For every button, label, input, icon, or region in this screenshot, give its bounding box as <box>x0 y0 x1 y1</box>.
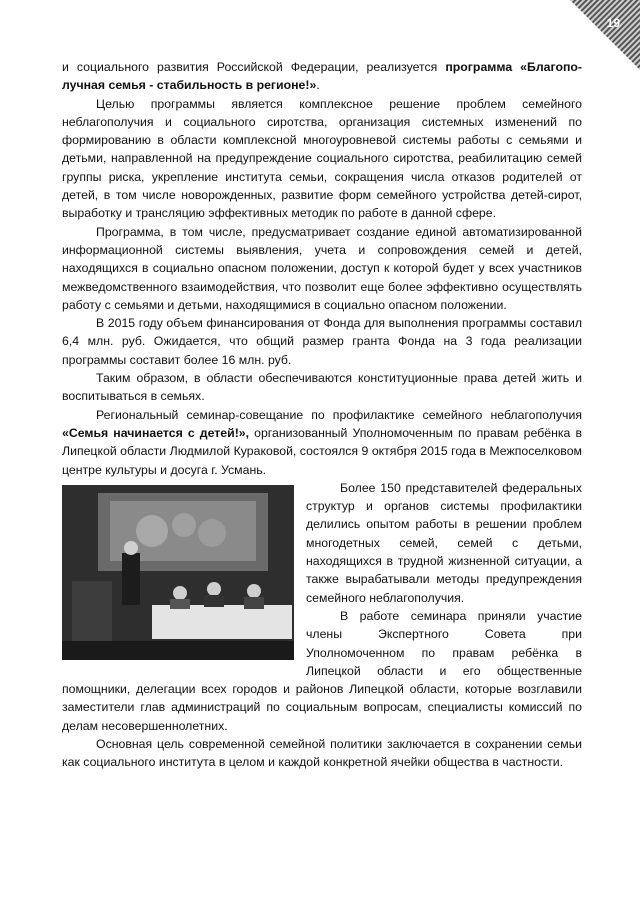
paragraph-4: В 2015 году объем финансирования от Фонда для выполнения программы составил 6,4 млн. руб. Ожидается, что общий размер гранта Фонда на 3 года реализации программы составит более 16 млн. руб. <box>62 316 582 367</box>
seminar-photo-image <box>62 485 294 660</box>
page-content <box>62 58 582 772</box>
paragraph-5: Таким образом, в области обеспечиваются конституционные права детей жить и воспитываться в семьях. <box>62 371 582 404</box>
paragraph-2: Целью программы является комплексное решение проблем семейного неблагополучия и социального сиротства, организация системных изменений по формированию в области комплексной многоуровневой системы работы с семьями и детьми, направленной на предупреждение социального сиротства, реабилитацию семей группы риска, укрепление института семьи, сокращения числа отказов родителей от детей, в том числе новорожденных, развитие форм семейного устройства детей-сирот, выработку и трансляцию эффективных методик по работе в данной сфере. <box>62 96 582 221</box>
paragraph-3: Программа, в том числе, предусматривает создание единой автоматизированной информационной системы выявления, учета и сопровождения семей и детей, находящихся в социально опасном положении, доступ к которой будет у всех участников межведомственного взаимодействия, что позволит еще более эффективно осуществлять работу с семьями и детьми, находящимися в социально опасном положении. <box>62 224 582 312</box>
paragraph-9: Основная цель современной семейной политики заключается в сохранении семьи как социального института в целом и каждой конкретной ячейки общества в частности. <box>62 736 582 770</box>
seminar-photo <box>62 485 294 660</box>
page-number: 19 <box>606 16 620 30</box>
paragraph-8: В работе семинара приняли участие члены Экспертного Совета при Уполномоченном по правам ребёнка в Липецкой области и его общественные помощники, делегации всех городов и районов Липецкой области, которые возглавили заместители глав администраций по социальным вопросам, специалисты комиссий по делам несовершеннолетних. <box>62 608 582 733</box>
paragraph-1: и социального развития Российской Федерации, реализуется программа «Благопо-лучная семья - стабильность в регионе!». <box>62 60 582 93</box>
program-title: программа «Благопо-лучная семья - стабильность в регионе!» <box>62 60 582 93</box>
paragraph-6: Региональный семинар-совещание по профилактике семейного неблагополучия «Семья начинается с детей!», организованный Уполномоченным по правам ребёнка в Липецкой области Людмилой Кураковой, состоялся 9 октября 2015 года в Межпоселковом центре культуры и досуга г. Усмань. <box>62 407 582 477</box>
paragraph-7: Более 150 представителей федеральных структур и органов системы профилактики делились опытом работы в решении проблем многодетных семей, семей с детьми, находящихся в трудной жизненной ситуации, а также вырабатывали методы предупреждения семейного неблагополучия. <box>306 480 582 605</box>
seminar-title: «Семья начинается с детей!», <box>62 425 250 440</box>
